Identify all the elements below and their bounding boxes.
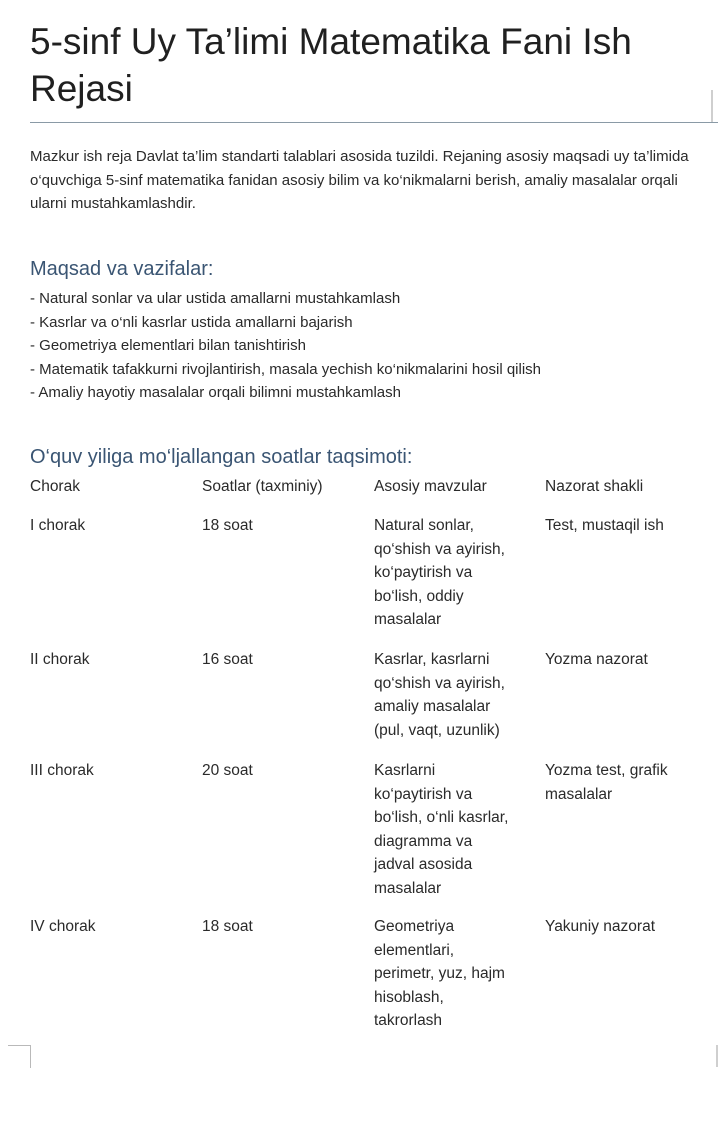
page-edge-mark xyxy=(711,90,713,122)
cell-mavzu-line: jadval asosida xyxy=(374,856,473,873)
cell-mavzu-line: bo‘lish, o‘nli kasrlar, xyxy=(374,809,509,826)
goals-list xyxy=(30,287,541,405)
cell-mavzu-line: qo‘shish va ayirish, xyxy=(374,674,505,692)
cell-mavzu-line: amaliy masalalar xyxy=(374,698,491,715)
page-corner-mark xyxy=(8,1045,31,1068)
cell-nazorat xyxy=(545,759,715,806)
cell-soat: 18 soat xyxy=(202,517,253,534)
goal-item: - Amaliy hayotiy masalalar orqali bilimni mustahkamlash xyxy=(30,384,401,401)
cell-mavzu-line: elementlari, xyxy=(374,941,455,959)
cell-mavzu-line: Kasrlar, kasrlarni xyxy=(374,651,490,668)
cell-mavzu-line: ko‘paytirish va xyxy=(374,564,473,581)
goal-item: - Matematik tafakkurni rivojlantirish, masala yechish ko‘nikmalarini hosil qilish xyxy=(30,360,542,378)
cell-mavzu-line: masalalar xyxy=(374,879,442,897)
cell-mavzu-line: diagramma va xyxy=(374,832,473,850)
column-header-mavzular: Asosiy mavzular xyxy=(374,478,487,495)
page-edge-mark xyxy=(716,1045,718,1067)
intro-paragraph: Mazkur ish reja Davlat ta’lim standarti talablari asosida tuzildi. Rejaning asosiy maqsadi uy ta’limida o‘quvchiga 5-sinf matematika fanidan asosiy bilim va ko‘nikmalarni berish, amaliy masalalar orqali ularni mustahkamlashdir. xyxy=(30,148,689,212)
document-title: 5-sinf Uy Ta’limi Matematika Fani Ish Rejasi xyxy=(30,21,632,109)
title-divider xyxy=(30,122,718,123)
cell-soat: 16 soat xyxy=(202,651,253,668)
cell-mavzu-line: (pul, vaqt, uzunlik) xyxy=(374,721,500,739)
goal-item: - Natural sonlar va ular ustida amallarni mustahkamlash xyxy=(30,290,401,307)
cell-chorak: III chorak xyxy=(30,762,94,779)
cell-mavzu-line: qo‘shish va ayirish, xyxy=(374,540,505,558)
cell-chorak: I chorak xyxy=(30,517,86,534)
cell-mavzu xyxy=(374,759,534,900)
goal-item: - Geometriya elementlari bilan tanishtirish xyxy=(30,337,306,354)
cell-nazorat: Test, mustaqil ish xyxy=(545,517,664,534)
cell-mavzu xyxy=(374,915,534,1033)
cell-nazorat-line: masalalar xyxy=(545,785,613,803)
cell-soat: 20 soat xyxy=(202,762,253,779)
cell-soat: 18 soat xyxy=(202,918,253,935)
cell-mavzu-line: Geometriya xyxy=(374,918,455,935)
goal-item: - Kasrlar va o‘nli kasrlar ustida amallarni bajarish xyxy=(30,313,353,331)
cell-mavzu-line: hisoblash, xyxy=(374,988,444,1006)
cell-nazorat: Yakuniy nazorat xyxy=(545,918,655,935)
cell-mavzu-line: masalalar xyxy=(374,611,442,628)
hours-heading: O‘quv yiliga mo‘ljallangan soatlar taqsimoti: xyxy=(30,446,413,468)
cell-mavzu-line: takrorlash xyxy=(374,1012,443,1029)
column-header-chorak: Chorak xyxy=(30,478,80,495)
cell-mavzu-line: ko‘paytirish va xyxy=(374,785,473,803)
cell-mavzu-line: Natural sonlar, xyxy=(374,517,474,534)
cell-nazorat-line: Yozma test, grafik xyxy=(545,762,668,779)
cell-mavzu-line: Kasrlarni xyxy=(374,762,436,779)
cell-mavzu-line: perimetr, yuz, hajm xyxy=(374,965,505,982)
column-header-soatlar: Soatlar (taxminiy) xyxy=(202,478,323,495)
cell-chorak: IV chorak xyxy=(30,918,96,935)
cell-chorak: II chorak xyxy=(30,651,90,668)
cell-nazorat: Yozma nazorat xyxy=(545,651,648,668)
cell-mavzu-line: bo‘lish, oddiy xyxy=(374,587,464,605)
cell-mavzu xyxy=(374,648,534,742)
goals-heading: Maqsad va vazifalar: xyxy=(30,258,214,280)
cell-mavzu xyxy=(374,514,534,632)
column-header-nazorat: Nazorat shakli xyxy=(545,478,644,495)
